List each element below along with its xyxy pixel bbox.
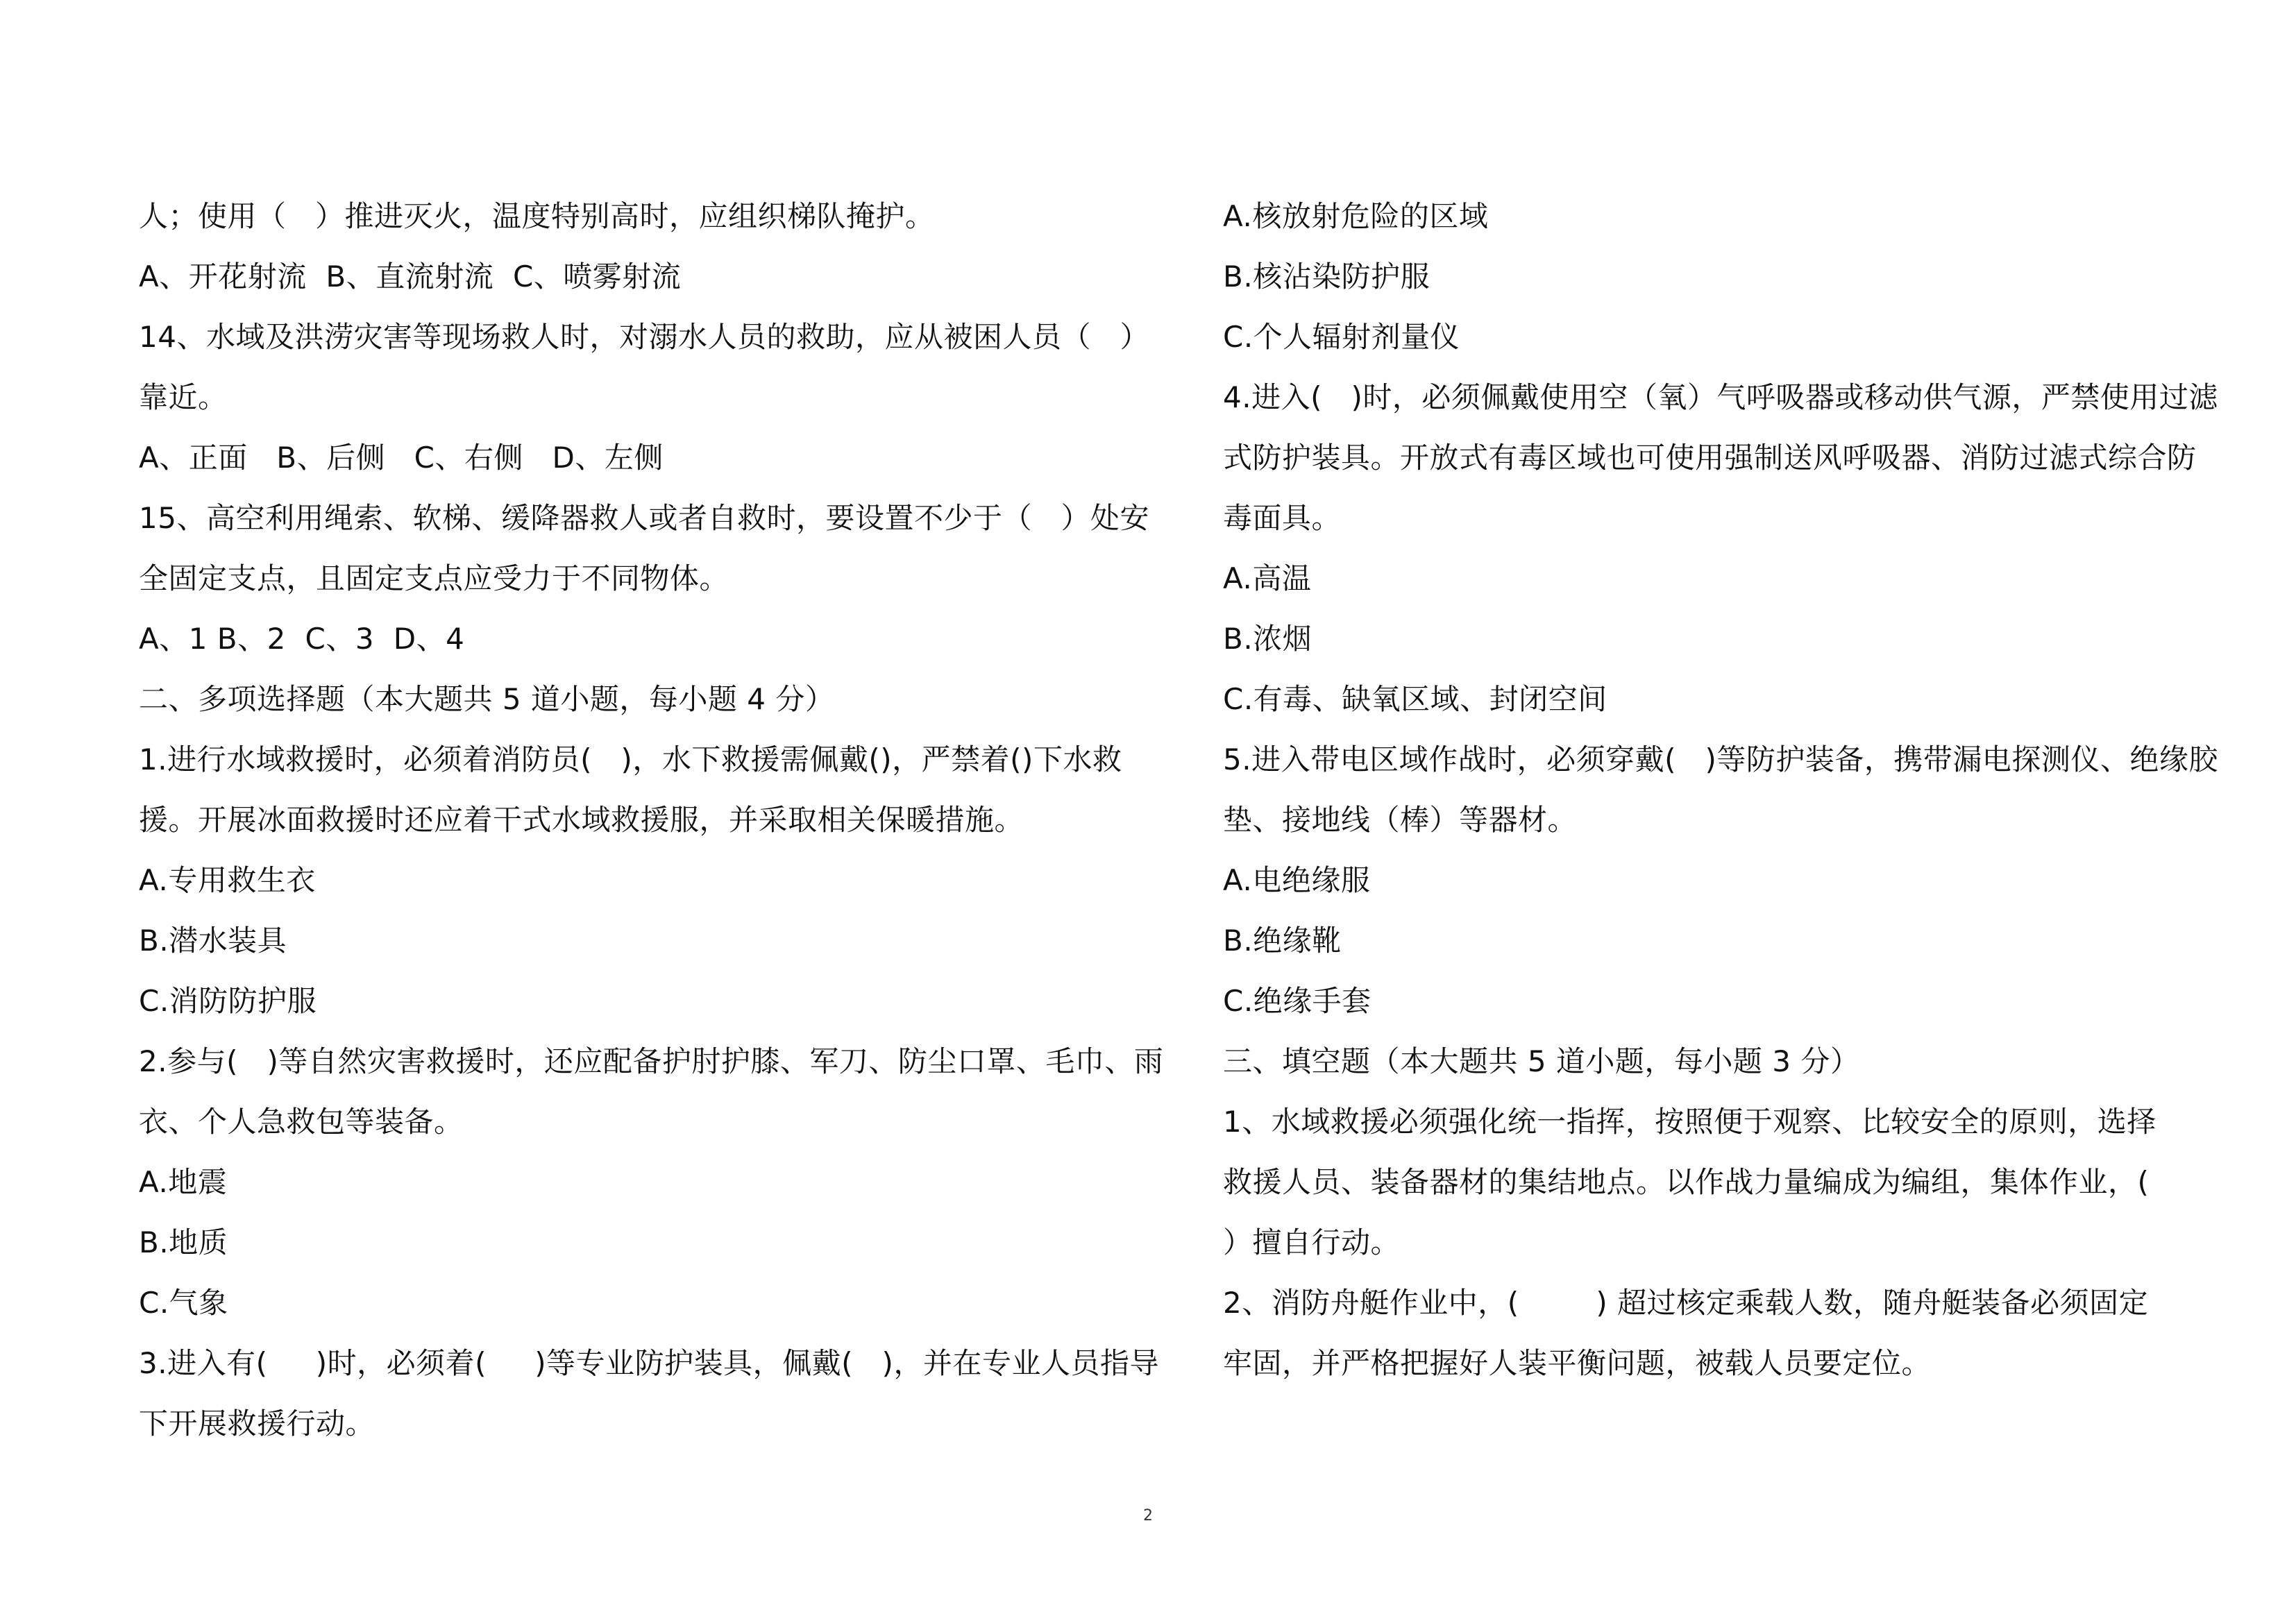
- text-line: 3.进入有( )时，必须着( )等专业防护装具，佩戴( )，并在专业人员指导: [139, 1346, 1159, 1380]
- text-line: 1.进行水域救援时，必须着消防员( )，水下救援需佩戴()，严禁着()下水救: [139, 742, 1122, 776]
- text-line: ）擅自行动。: [1223, 1225, 1401, 1259]
- text-line: 牢固，并严格把握好人装平衡问题，被载人员要定位。: [1223, 1346, 1932, 1380]
- text-line: 全固定支点，且固定支点应受力于不同物体。: [139, 561, 729, 595]
- text-line: 2.参与( )等自然灾害救援时，还应配备护肘护膝、军刀、防尘口罩、毛巾、雨: [139, 1044, 1164, 1078]
- text-line: A、开花射流 B、直流射流 C、喷雾射流: [139, 260, 682, 294]
- text-line: 2、消防舟艇作业中，( ) 超过核定乘载人数，随舟艇装备必须固定: [1223, 1286, 2149, 1320]
- text-line: A、正面 B、后侧 C、右侧 D、左侧: [139, 441, 664, 475]
- text-line: C.消防防护服: [139, 984, 317, 1018]
- text-line: A.专用救生衣: [139, 863, 316, 897]
- right-column: [1223, 186, 2218, 1393]
- text-line: C.气象: [139, 1286, 228, 1320]
- text-line: C.个人辐射剂量仪: [1223, 320, 1460, 354]
- text-line: 靠近。: [139, 380, 228, 414]
- text-line: A.电绝缘服: [1223, 863, 1371, 897]
- text-line: 4.进入( )时，必须佩戴使用空（氧）气呼吸器或移动供气源，严禁使用过滤: [1223, 380, 2218, 414]
- text-line: C.有毒、缺氧区域、封闭空间: [1223, 682, 1607, 716]
- text-line: A.地震: [139, 1165, 228, 1199]
- text-line: B.地质: [139, 1225, 228, 1259]
- text-line: 15、高空利用绳索、软梯、缓降器救人或者自救时，要设置不少于（ ）处安: [139, 501, 1149, 535]
- text-line: 救援人员、装备器材的集结地点。以作战力量编成为编组，集体作业，(: [1223, 1165, 2150, 1199]
- text-line: 衣、个人急救包等装备。: [139, 1105, 464, 1139]
- text-line: C.绝缘手套: [1223, 984, 1371, 1018]
- text-line: 垫、接地线（棒）等器材。: [1223, 803, 1578, 837]
- text-line: A、1 B、2 C、3 D、4: [139, 622, 465, 656]
- text-line: B.绝缘靴: [1223, 924, 1342, 958]
- text-line: 1、水域救援必须强化统一指挥，按照便于观察、比较安全的原则，选择: [1223, 1105, 2156, 1139]
- left-column: [139, 186, 1164, 1454]
- text-line: 毒面具。: [1223, 501, 1342, 535]
- text-line: 人；使用（ ）推进灭火，温度特别高时，应组织梯队掩护。: [139, 199, 935, 233]
- section-heading: 二、多项选择题（本大题共 5 道小题，每小题 4 分）: [139, 682, 835, 716]
- text-line: B.浓烟: [1223, 622, 1312, 656]
- text-line: A.高温: [1223, 561, 1312, 595]
- text-line: B.核沾染防护服: [1223, 260, 1430, 294]
- text-line: 援。开展冰面救援时还应着干式水域救援服，并采取相关保暖措施。: [139, 803, 1024, 837]
- text-line: 5.进入带电区域作战时，必须穿戴( )等防护装备，携带漏电探测仪、绝缘胶: [1223, 742, 2218, 776]
- text-line: 14、水域及洪涝灾害等现场救人时，对溺水人员的救助，应从被困人员（ ）: [139, 320, 1149, 354]
- section-heading: 三、填空题（本大题共 5 道小题，每小题 3 分）: [1223, 1044, 1860, 1078]
- text-line: B.潜水装具: [139, 924, 287, 958]
- text-line: A.核放射危险的区域: [1223, 199, 1489, 233]
- text-line: 下开展救援行动。: [139, 1407, 375, 1441]
- text-line: 式防护装具。开放式有毒区域也可使用强制送风呼吸器、消防过滤式综合防: [1223, 441, 2197, 475]
- page-number: 2: [1143, 1507, 1153, 1524]
